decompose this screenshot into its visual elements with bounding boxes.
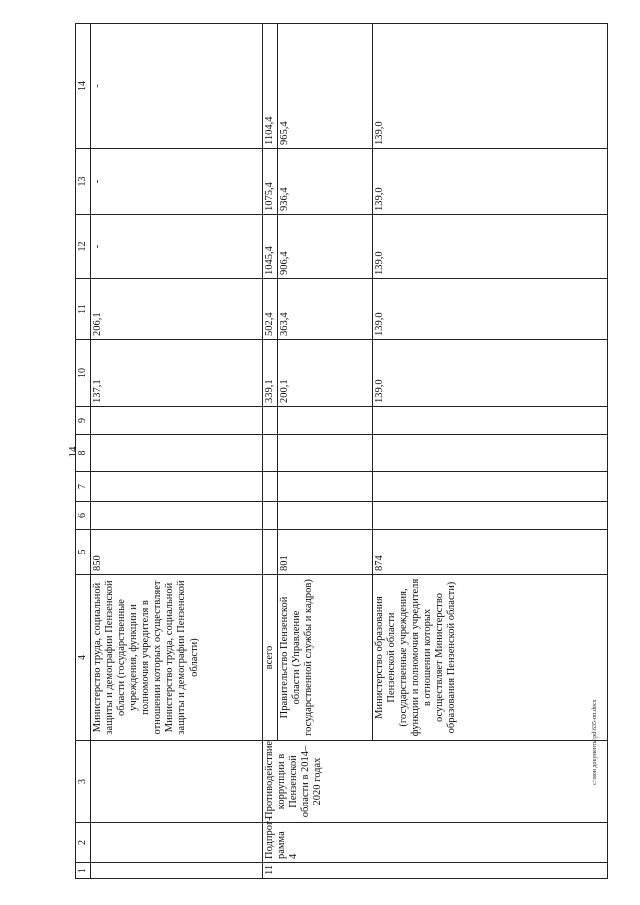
cell	[278, 472, 373, 502]
row-number-cell: 11	[263, 863, 608, 879]
value-cell: 965,4	[278, 24, 373, 149]
budget-table	[75, 23, 608, 879]
value-cell: 206,1	[91, 279, 263, 340]
cell	[278, 407, 373, 435]
value-cell: 139,0	[373, 215, 608, 279]
table-row-continuation	[91, 24, 263, 879]
value-cell: -	[91, 215, 263, 279]
header-col-1: 1	[76, 863, 91, 879]
header-col-10: 10	[76, 340, 91, 407]
header-col-3: 3	[76, 741, 91, 823]
header-row	[76, 24, 91, 879]
cell	[373, 435, 608, 472]
cell	[263, 502, 278, 530]
header-col-5: 5	[76, 530, 91, 575]
cell	[91, 407, 263, 435]
value-cell: 936,4	[278, 149, 373, 215]
page-number: 14	[67, 446, 79, 458]
cell	[373, 472, 608, 502]
rotated-table-container	[75, 24, 608, 879]
value-cell: 200,1	[278, 340, 373, 407]
cell	[91, 863, 263, 879]
header-col-11: 11	[76, 279, 91, 340]
subprogram-cell: Подпрог-рамма 4	[263, 823, 608, 863]
cell	[263, 472, 278, 502]
total-label-cell: всего	[263, 575, 278, 741]
cell	[263, 530, 278, 575]
value-cell: 906,4	[278, 215, 373, 279]
header-col-13: 13	[76, 149, 91, 215]
header-col-12: 12	[76, 215, 91, 279]
code-cell: 874	[373, 530, 608, 575]
cell	[373, 407, 608, 435]
header-col-7: 7	[76, 472, 91, 502]
subprogram-title-cell: Противодействие коррупции в Пензенской области в 2014–2020 годах	[263, 741, 608, 823]
government-cell: Правительство Пензенской области (Управление государственной службы и кадров)	[278, 575, 373, 741]
header-col-4: 4	[76, 575, 91, 741]
header-col-6: 6	[76, 502, 91, 530]
value-cell: -	[91, 149, 263, 215]
ministry-education-cell: Министерство образования Пензенской области (государственные учреждения, функции и полномочия учредителя в отношении которых осуществляет Министерство образования Пензенской области)	[373, 575, 608, 741]
value-cell: 339,1	[263, 340, 278, 407]
file-path-footer: c:\мои документы\pd\635-пп.docx	[592, 699, 598, 785]
header-col-9: 9	[76, 407, 91, 435]
ministry-labor-cell: Министерство труда, социальной защиты и демографии Пензенской области (государственные учреждения, функции и полномочия учредителя в отношении которых осуществляет Министерство труда, социальной защиты и демографии Пензенской области)	[91, 575, 263, 741]
value-cell: 502,4	[263, 279, 278, 340]
code-cell: 801	[278, 530, 373, 575]
value-cell: 1045,4	[263, 215, 278, 279]
cell	[373, 502, 608, 530]
value-cell: 1075,4	[263, 149, 278, 215]
cell	[91, 435, 263, 472]
cell	[91, 502, 263, 530]
cell	[263, 407, 278, 435]
value-cell: 139,0	[373, 149, 608, 215]
header-col-14: 14	[76, 24, 91, 149]
cell	[278, 435, 373, 472]
value-cell: 1104,4	[263, 24, 278, 149]
cell	[263, 435, 278, 472]
value-cell: -	[91, 24, 263, 149]
value-cell: 139,0	[373, 279, 608, 340]
code-cell: 850	[91, 530, 263, 575]
cell	[278, 502, 373, 530]
table-row-total	[263, 24, 278, 879]
header-col-2: 2	[76, 823, 91, 863]
value-cell: 139,0	[373, 24, 608, 149]
header-col-8: 8	[76, 435, 91, 472]
value-cell: 137,1	[91, 340, 263, 407]
value-cell: 139,0	[373, 340, 608, 407]
cell	[91, 472, 263, 502]
value-cell: 363,4	[278, 279, 373, 340]
cell	[91, 741, 263, 823]
cell	[91, 823, 263, 863]
